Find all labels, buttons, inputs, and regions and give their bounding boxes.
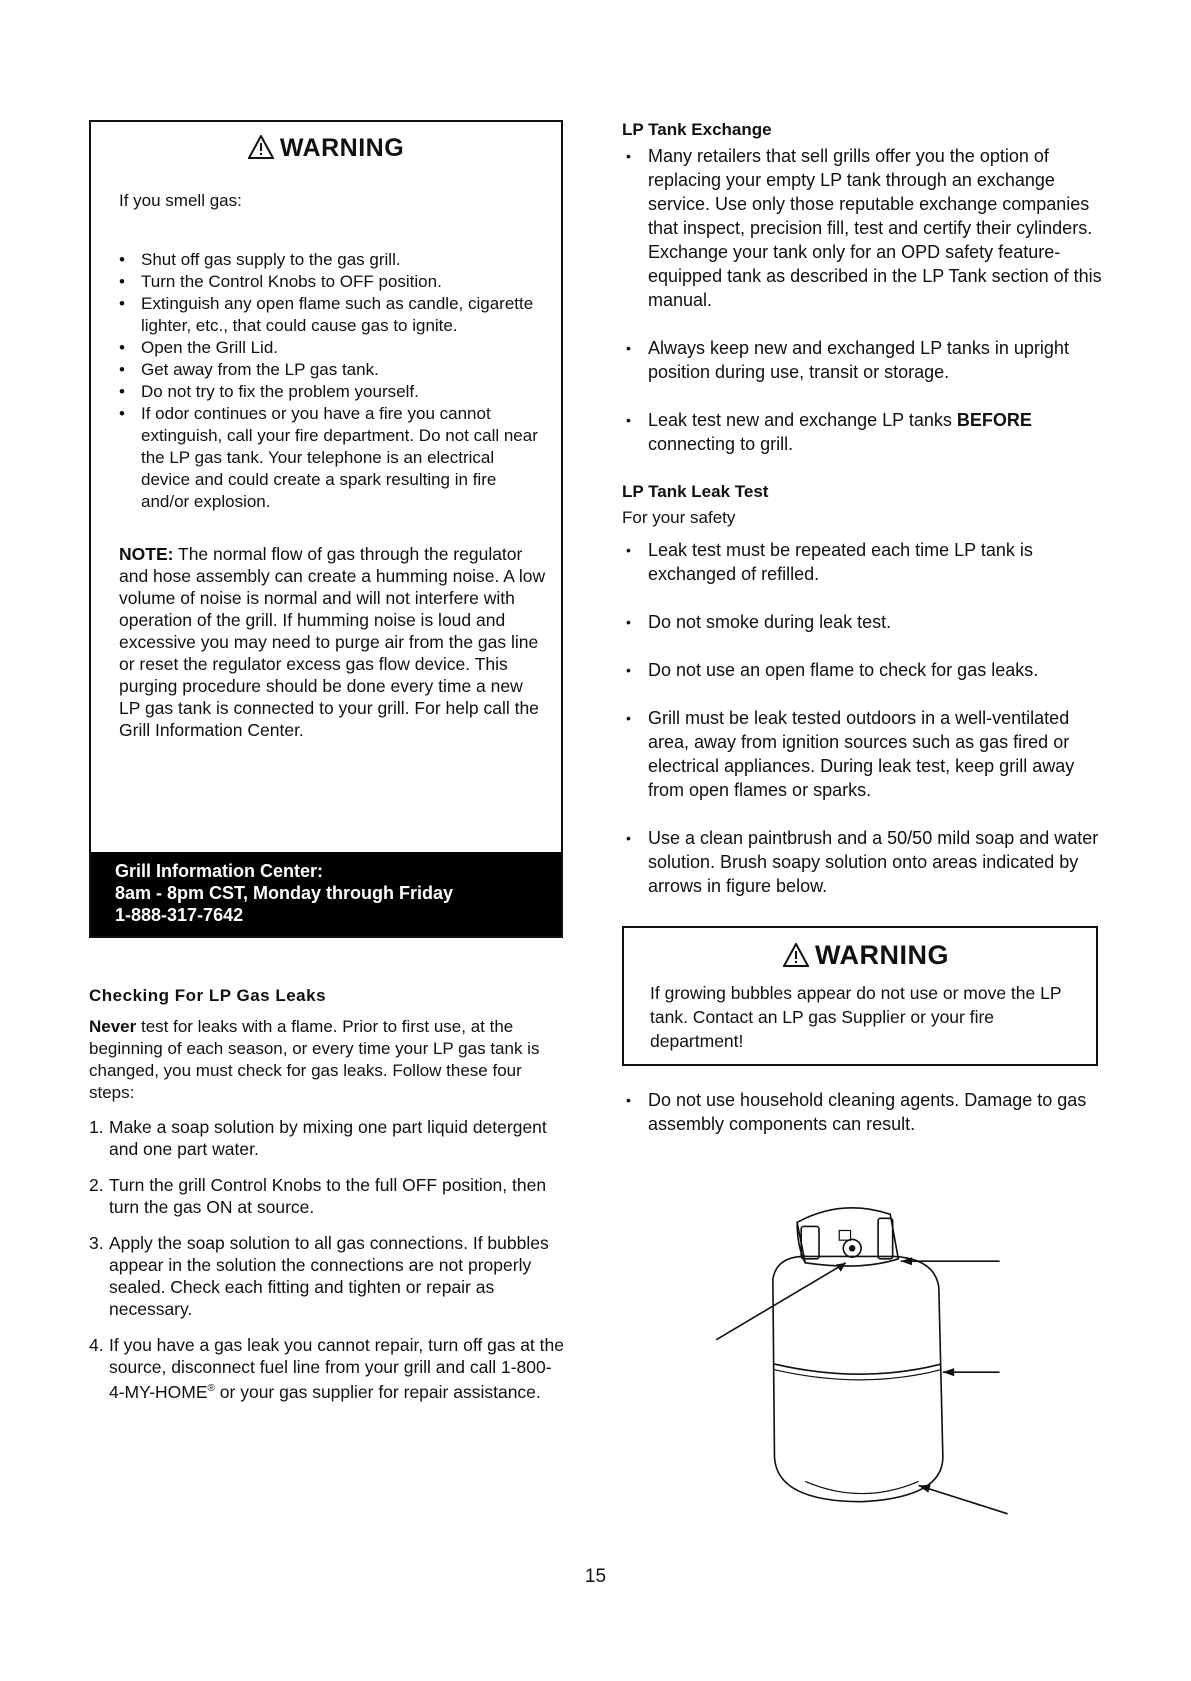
note-text: The normal flow of gas through the regulator and hose assembly can create a humming noise. A low volume of noise is normal and will not interfere with operation of the grill. If humming noise is loud and excessive you may need to purge air from the gas line or reset the regulator excess gas flow device. This purging procedure should be done every time a new LP gas tank is connected to your grill. For help call the Grill Information Center. — [119, 544, 546, 740]
lp-tank-illustration — [700, 1190, 1040, 1530]
step-text: Make a soap solution by mixing one part liquid detergent and one part water. — [109, 1117, 547, 1159]
step-number: 2. — [89, 1175, 104, 1195]
step-text-before: If you have a gas leak you cannot repair, turn off gas at the source, disconnect fuel line from your grill and call 1-800-4-MY-HOME — [109, 1335, 564, 1402]
list-item: • Shut off gas supply to the gas grill. — [119, 249, 547, 271]
step-number: 1. — [89, 1117, 104, 1137]
list-item: • Extinguish any open flame such as candle, cigarette lighter, etc., that could cause gas to ignite. — [119, 293, 547, 337]
page-number: 15 — [584, 1566, 607, 1587]
final-list — [622, 1088, 1102, 1136]
item-text: Leak test new and exchange LP tanks — [648, 410, 957, 430]
list-item — [89, 1334, 567, 1403]
info-center-hours: 8am - 8pm CST, Monday through Friday — [115, 883, 454, 903]
warning-list — [91, 249, 561, 513]
before-label: BEFORE — [956, 410, 1032, 430]
leak-test-heading: LP Tank Leak Test — [622, 482, 769, 501]
step-text-after: or your gas supplier for repair assistance. — [214, 1381, 541, 1402]
warning-triangle-icon — [783, 943, 809, 967]
warning-title — [91, 134, 561, 163]
step-number: 4. — [89, 1335, 104, 1355]
registered-mark: ® — [207, 1383, 215, 1394]
list-item: • Grill must be leak tested outdoors in a well-ventilated area, away from ignition sources such as gas fired or electrical appliances. During leak test, keep grill away from open flames or sparks. — [622, 706, 1102, 802]
info-center-bar — [91, 852, 561, 936]
list-item: • Do not smoke during leak test. — [622, 610, 1102, 634]
left-column — [89, 120, 567, 1417]
checking-heading: Checking For LP Gas Leaks — [89, 986, 327, 1005]
info-center-phone: 1-888-317-7642 — [115, 905, 244, 925]
warning-box-2 — [622, 926, 1098, 1066]
leak-test-subheading: For your safety — [622, 508, 736, 527]
list-item: • Turn the Control Knobs to OFF position. — [119, 271, 547, 293]
list-item: • Do not try to fix the problem yourself. — [119, 381, 547, 403]
item-text-after: connecting to grill. — [648, 434, 794, 454]
step-number: 3. — [89, 1233, 104, 1253]
step-text: Apply the soap solution to all gas connections. If bubbles appear in the solution the connections are not properly sealed. Check each fitting and tighten or repair as necessary. — [109, 1233, 549, 1319]
list-item: • Leak test must be repeated each time LP tank is exchanged of refilled. — [622, 538, 1102, 586]
list-item: • Open the Grill Lid. — [119, 337, 547, 359]
right-column — [622, 120, 1102, 1136]
list-item: • If odor continues or you have a fire you cannot extinguish, call your fire department. Do not call near the LP gas tank. Your telephone is an electrical device and could create a spark resulting in fire and/or explosion. — [119, 403, 547, 513]
list-item — [622, 408, 1102, 456]
list-item: • Get away from the LP gas tank. — [119, 359, 547, 381]
list-item: • Many retailers that sell grills offer you the option of replacing your empty LP tank through an exchange service. Use only those reputable exchange companies that inspect, precision fill, test and certify their cylinders. Exchange your tank only for an OPD safety feature-equipped tank as described in the LP Tank section of this manual. — [622, 144, 1102, 312]
list-item: • Do not use household cleaning agents. Damage to gas assembly components can result. — [622, 1088, 1102, 1136]
note-label: NOTE: — [119, 544, 174, 564]
warning-title-2 — [650, 940, 1082, 971]
exchange-list — [622, 144, 1102, 456]
info-center-title: Grill Information Center: — [115, 861, 324, 881]
checking-intro-text: test for leaks with a flame. Prior to first use, at the beginning of each season, or every time your LP gas tank is changed, you must check for gas leaks. Follow these four steps: — [89, 1017, 540, 1102]
warning-triangle-icon — [248, 135, 274, 159]
note-paragraph — [119, 543, 547, 741]
leak-test-list — [622, 538, 1102, 898]
warning-title-text: WARNING — [279, 134, 405, 162]
list-item: • Always keep new and exchanged LP tanks in upright position during use, transit or storage. — [622, 336, 1102, 384]
step-text: Turn the grill Control Knobs to the full OFF position, then turn the gas ON at source. — [109, 1175, 547, 1217]
exchange-heading: LP Tank Exchange — [622, 120, 772, 139]
list-item — [89, 1232, 567, 1320]
warning-intro: If you smell gas: — [119, 191, 242, 210]
list-item — [89, 1116, 567, 1160]
warning-text-2: If growing bubbles appear do not use or move the LP tank. Contact an LP gas Supplier or your fire department! — [650, 983, 1062, 1051]
warning-box — [89, 120, 563, 938]
checking-intro — [89, 1016, 567, 1104]
never-label: Never — [89, 1017, 137, 1036]
steps-list — [89, 1116, 567, 1403]
warning-title-text-2: WARNING — [815, 940, 949, 970]
list-item: • Do not use an open flame to check for gas leaks. — [622, 658, 1102, 682]
list-item: • Use a clean paintbrush and a 50/50 mild soap and water solution. Brush soapy solution onto areas indicated by arrows in figure below. — [622, 826, 1102, 898]
list-item — [89, 1174, 567, 1218]
